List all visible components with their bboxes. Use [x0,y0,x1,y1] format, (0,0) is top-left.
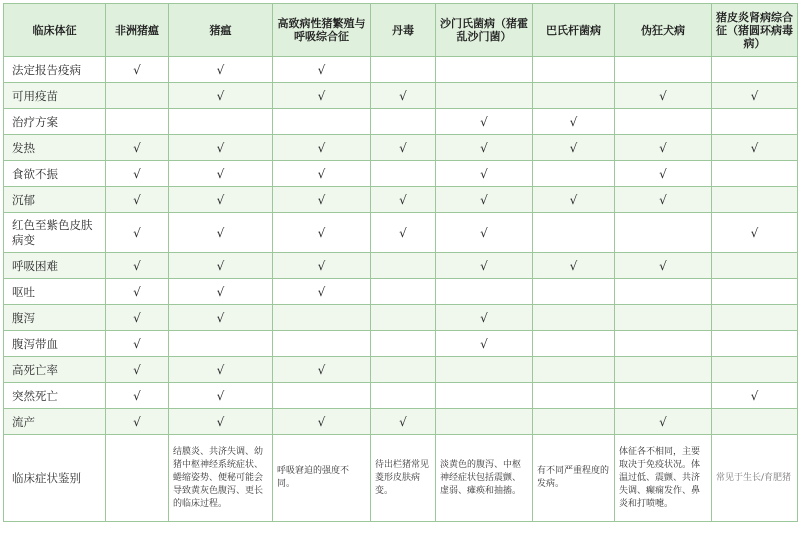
table-row [4,161,798,187]
differentiation-note: 体征各不相同，主要取决于免疫状况。体温过低、震颤、共济失调、癫痫发作、鼻炎和打喷嚏。 [615,435,712,522]
check-cell: √ [106,187,169,213]
check-cell: √ [371,187,436,213]
check-cell [106,109,169,135]
header-hp-prrs: 高致病性猪繁殖与呼吸综合征 [273,4,371,57]
check-cell [371,161,436,187]
table-row [4,135,798,161]
check-cell [436,279,533,305]
table-row [4,383,798,409]
check-cell [273,305,371,331]
check-cell [712,187,798,213]
header-classical-swine-fever: 猪瘟 [169,4,273,57]
check-cell: √ [712,83,798,109]
check-cell: √ [169,83,273,109]
check-cell [371,331,436,357]
check-cell [371,57,436,83]
check-cell: √ [169,253,273,279]
check-cell [533,83,615,109]
row-label: 临床症状鉴别 [4,435,106,522]
check-cell [615,383,712,409]
check-cell [533,161,615,187]
check-cell: √ [436,331,533,357]
check-cell [436,83,533,109]
disease-comparison-table [3,3,798,522]
check-cell [615,357,712,383]
row-label: 法定报告疫病 [4,57,106,83]
header-row [4,4,798,57]
check-cell: √ [436,305,533,331]
row-label: 治疗方案 [4,109,106,135]
check-cell: √ [169,187,273,213]
check-cell: √ [169,135,273,161]
check-cell: √ [273,83,371,109]
check-cell [436,57,533,83]
differentiation-note: 淡黄色的腹泻、中枢神经症状包括震颤、虚弱、瘫痪和抽搐。 [436,435,533,522]
table-row [4,357,798,383]
check-cell: √ [106,331,169,357]
check-cell [371,253,436,279]
check-cell: √ [169,305,273,331]
check-cell [273,383,371,409]
check-cell: √ [273,187,371,213]
check-cell: √ [712,383,798,409]
check-cell: √ [106,161,169,187]
table-row [4,57,798,83]
check-cell: √ [533,187,615,213]
table-row [4,187,798,213]
header-pseudorabies: 伪狂犬病 [615,4,712,57]
check-cell [615,279,712,305]
differentiation-note: 结膜炎、共济失调、幼猪中枢神经系统症状、蜷缩姿势、便秘可能会导致黄灰色腹泻、更长的临床过程。 [169,435,273,522]
check-cell: √ [436,253,533,279]
check-cell: √ [436,135,533,161]
check-cell [712,409,798,435]
check-cell [712,57,798,83]
table-row [4,409,798,435]
differentiation-note: 待出栏猪常见菱形皮肤病变。 [371,435,436,522]
check-cell [615,305,712,331]
check-cell [436,409,533,435]
check-cell [169,109,273,135]
check-cell [533,57,615,83]
check-cell: √ [712,213,798,253]
check-cell: √ [169,357,273,383]
row-label: 沉郁 [4,187,106,213]
check-cell [436,383,533,409]
check-cell [615,57,712,83]
row-label: 红色至紫色皮肤病变 [4,213,106,253]
header-african-swine-fever: 非洲猪瘟 [106,4,169,57]
check-cell [712,279,798,305]
header-pdns: 猪皮炎肾病综合征（猪圆环病毒病） [712,4,798,57]
check-cell: √ [371,409,436,435]
table-row [4,253,798,279]
check-cell: √ [273,135,371,161]
check-cell [169,331,273,357]
differentiation-note: 呼吸窘迫的强度不同。 [273,435,371,522]
check-cell [106,83,169,109]
row-label: 突然死亡 [4,383,106,409]
check-cell: √ [615,161,712,187]
check-cell [712,305,798,331]
check-cell: √ [169,279,273,305]
check-cell [712,109,798,135]
check-cell: √ [169,57,273,83]
table-row [4,305,798,331]
check-cell: √ [533,109,615,135]
check-cell: √ [273,357,371,383]
check-cell: √ [273,57,371,83]
check-cell [533,213,615,253]
check-cell [533,357,615,383]
check-cell: √ [436,213,533,253]
check-cell: √ [106,409,169,435]
differentiation-note: 常见于生长/育肥猪 [712,435,798,522]
row-label: 呼吸困难 [4,253,106,279]
check-cell: √ [169,161,273,187]
check-cell [371,109,436,135]
check-cell [371,383,436,409]
row-label: 高死亡率 [4,357,106,383]
check-cell: √ [273,161,371,187]
header-salmonellosis: 沙门氏菌病（猪霍乱沙门菌） [436,4,533,57]
check-cell [533,383,615,409]
check-cell: √ [273,279,371,305]
differentiation-row [4,435,798,522]
check-cell [273,331,371,357]
check-cell [533,409,615,435]
table-body [4,57,798,522]
check-cell: √ [615,187,712,213]
table-row [4,213,798,253]
check-cell: √ [106,383,169,409]
check-cell: √ [106,253,169,279]
check-cell [533,331,615,357]
header-pasteurellosis: 巴氏杆菌病 [533,4,615,57]
check-cell: √ [371,135,436,161]
check-cell: √ [169,383,273,409]
check-cell: √ [273,213,371,253]
row-label: 食欲不振 [4,161,106,187]
check-cell: √ [273,253,371,279]
comparison-table-container [3,3,797,535]
check-cell: √ [371,213,436,253]
check-cell: √ [436,161,533,187]
differentiation-note [106,435,169,522]
differentiation-note: 有不同严重程度的发病。 [533,435,615,522]
table-row [4,279,798,305]
header-clinical-signs: 临床体征 [4,4,106,57]
row-label: 可用疫苗 [4,83,106,109]
check-cell: √ [533,135,615,161]
check-cell [712,357,798,383]
check-cell: √ [436,187,533,213]
check-cell: √ [106,279,169,305]
check-cell [712,331,798,357]
check-cell [371,305,436,331]
check-cell: √ [106,213,169,253]
row-label: 腹泻带血 [4,331,106,357]
check-cell [615,109,712,135]
check-cell: √ [615,253,712,279]
header-erysipelas: 丹毒 [371,4,436,57]
table-row [4,331,798,357]
check-cell: √ [615,83,712,109]
row-label: 呕吐 [4,279,106,305]
check-cell: √ [273,409,371,435]
check-cell: √ [106,57,169,83]
check-cell: √ [106,135,169,161]
check-cell [371,279,436,305]
check-cell: √ [169,409,273,435]
check-cell: √ [615,135,712,161]
check-cell [533,305,615,331]
check-cell [273,109,371,135]
check-cell [712,253,798,279]
check-cell [615,213,712,253]
check-cell [615,331,712,357]
check-cell: √ [106,305,169,331]
check-cell [371,357,436,383]
check-cell: √ [169,213,273,253]
check-cell [712,161,798,187]
row-label: 腹泻 [4,305,106,331]
check-cell: √ [712,135,798,161]
check-cell [436,357,533,383]
row-label: 发热 [4,135,106,161]
table-row [4,83,798,109]
check-cell: √ [371,83,436,109]
check-cell: √ [533,253,615,279]
check-cell: √ [615,409,712,435]
table-row [4,109,798,135]
check-cell [533,279,615,305]
check-cell: √ [106,357,169,383]
row-label: 流产 [4,409,106,435]
check-cell: √ [436,109,533,135]
